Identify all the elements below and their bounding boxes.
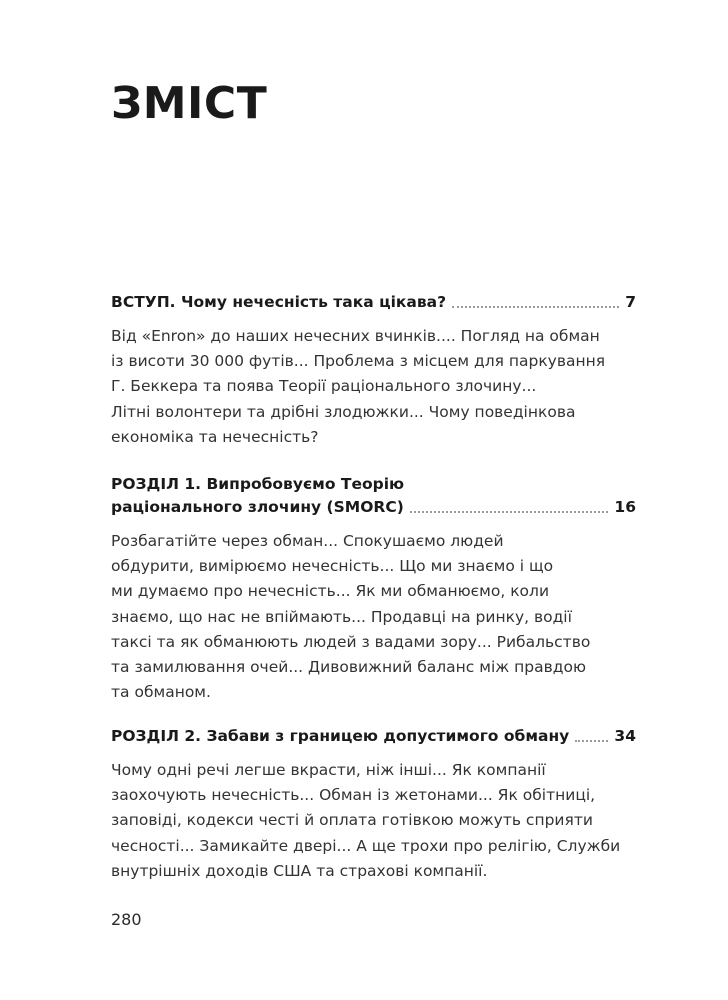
page-number-footer: 280 <box>111 910 142 929</box>
toc-entry-heading <box>111 725 636 748</box>
dot-leader <box>410 511 608 513</box>
page-title: ЗМІСТ <box>111 78 268 129</box>
toc-entry-description <box>111 529 636 705</box>
toc-entry-chapter-1 <box>111 473 636 705</box>
toc-entry-title-line: РОЗДІЛ 2. Забави з границею допустимого обману <box>111 727 570 745</box>
toc-entry-title <box>111 291 446 314</box>
toc-entry-page-number: 16 <box>614 498 636 516</box>
description-line: заповіді, кодекси честі й оплата готівкою можуть сприяти <box>111 811 593 830</box>
toc-entry-heading <box>111 473 636 519</box>
description-line: обдурити, вимірюємо нечесність... Що ми знаємо і що <box>111 557 554 576</box>
toc-entry-page-number: 34 <box>614 727 636 745</box>
toc-entry-title-line: РОЗДІЛ 1. Випробовуємо Теорію <box>111 475 405 493</box>
description-line: Від «Enron» до наших нечесних вчинків.... Погляд на обман <box>111 327 600 345</box>
description-line: та замилювання очей... Дивовижний баланс між правдою <box>111 658 586 677</box>
toc-entry-page-number: 7 <box>625 293 636 311</box>
description-line: чесності... Замикайте двері... А ще трохи про релігію, Служби <box>111 836 621 855</box>
description-line: Розбагатійте через обман... Спокушаємо людей <box>111 532 504 550</box>
toc-entry-title-line: раціонального злочину (SMORC) <box>111 498 404 516</box>
toc-entry-heading <box>111 291 636 314</box>
toc-entry-chapter-2 <box>111 725 636 884</box>
toc-entry-description <box>111 324 636 450</box>
description-line: заохочують нечесність... Обман із жетонами... Як обітниці, <box>111 786 596 805</box>
toc-entry-title-line: ВСТУП. Чому нечесність така цікава? <box>111 293 447 311</box>
description-line: та обманом. <box>111 683 211 702</box>
description-line: економіка та нечесність? <box>111 427 319 446</box>
description-line: Чому одні речі легше вкрасти, ніж інші... Як компанії <box>111 761 546 779</box>
description-line: таксі та як обманюють людей з вадами зору... Рибальство <box>111 632 591 651</box>
toc-entry-title <box>111 473 404 519</box>
description-line: ми думаємо про нечесність... Як ми обманюємо, коли <box>111 582 550 601</box>
toc-entry-intro <box>111 291 636 450</box>
toc-entry-description <box>111 758 636 884</box>
dot-leader <box>452 306 619 308</box>
description-line: внутрішніх доходів США та страхові компанії. <box>111 861 488 880</box>
description-line: Літні волонтери та дрібні злодюжки... Чому поведінкова <box>111 402 576 421</box>
description-line: Г. Беккера та поява Теорії раціонального злочину... <box>111 377 537 396</box>
description-line: із висоти 30 000 футів... Проблема з місцем для паркування <box>111 352 606 371</box>
dot-leader <box>575 740 608 742</box>
toc-entry-title <box>111 725 569 748</box>
description-line: знаємо, що нас не впіймають... Продавці на ринку, водії <box>111 607 572 626</box>
